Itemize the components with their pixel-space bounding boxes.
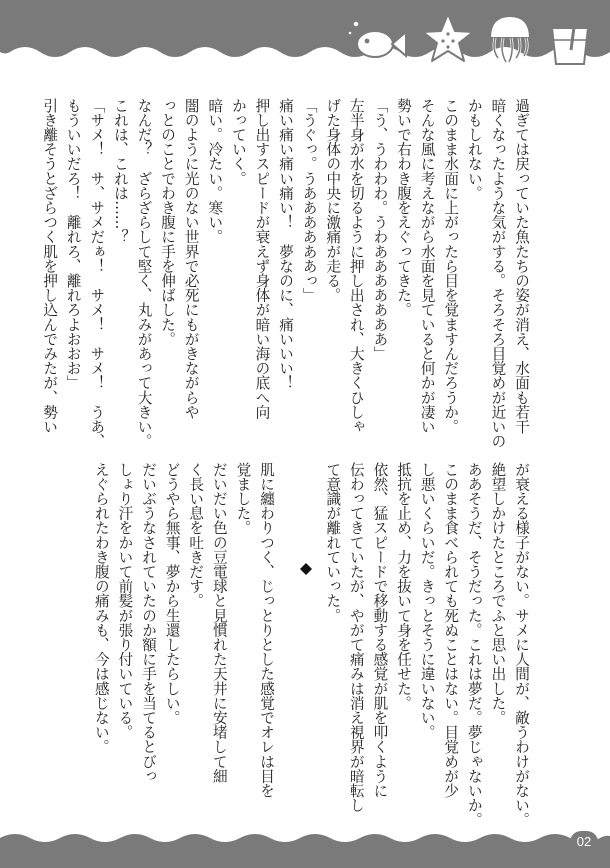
text-line: だいだい色の豆電球と見慣れた天井に安堵して細 [210, 462, 228, 784]
header-wave-decoration [0, 0, 610, 82]
text-line: 覚ました。 [234, 462, 252, 535]
scene-break-divider [300, 562, 312, 574]
diamond-icon [300, 563, 312, 575]
text-line: 痛い痛い痛い痛い！ 夢なのに、痛いいい！ [277, 98, 295, 390]
text-line: 押し出すスピードが衰えず身体が暗い海の底へ向 [253, 98, 271, 420]
text-line: そんな風に考えながら水面を見ていると何かが凄い [418, 98, 436, 434]
text-line: く長い息を吐きだす。 [187, 462, 205, 608]
text-line: 引き離そうとざらつく肌を押し込んでみたが、勢い [41, 98, 59, 434]
text-line: 抵抗を止め、力を抜いて身を任せた。 [395, 462, 413, 711]
text-line: し悪いくらいだ。きっとそうに違いない。 [418, 462, 436, 740]
footer-wave-decoration [0, 808, 610, 868]
text-line: このまま食べられても死ぬことはない。目覚めが少 [442, 462, 460, 798]
text-line: このまま水面に上がったら目を覚ますんだろうか。 [442, 98, 460, 434]
text-line: ああそうだ、そうだった。これは夢だ。夢じゃないか。 [465, 462, 483, 827]
text-line: て意識が離れていった。 [324, 462, 342, 623]
text-line: 依然、猛スピードで移動する感覚が肌を叩くように [371, 462, 389, 798]
text-line: 伝わってきていたが、やがて痛みは消え視界が暗転し [347, 462, 365, 813]
text-line: 過ぎては戻っていた魚たちの姿が消え、水面も若干 [513, 98, 530, 434]
text-line: 肌に纏わりつく、じっとりとした感覚でオレは目を [258, 462, 275, 798]
story-text-bottom-left [78, 462, 278, 827]
text-line: げた身体の中央に激痛が走る。 [324, 98, 342, 303]
text-line: かっていく。 [229, 98, 247, 186]
text-line: かもしれない。 [465, 98, 483, 201]
text-line: どうやら無事、夢から生還したらしい。 [163, 462, 181, 725]
text-line: 絶望しかけたところでふと思い出した。 [489, 462, 507, 725]
text-line: 「うぐっ。うああああああっ」 [300, 98, 318, 303]
jellyfish-icon [490, 16, 530, 62]
text-line: 「う、うわわわ。うわあああああああ」 [371, 98, 389, 361]
text-line: これは、これは……？ [111, 98, 129, 244]
text-line: 左半身が水を切るように押し出され、大きくひしゃ [347, 98, 365, 434]
text-line: もういいだろ！ 離れろ、離れろよおおお」 [64, 98, 82, 390]
text-line: が衰える様子がない。サメに人間が、敵うわけがない。 [513, 462, 530, 827]
text-line: 勢いで右わき腹をえぐってきた。 [395, 98, 413, 317]
text-line: なんだ？ ざらざらして堅く、丸みがあって大きい。 [135, 98, 153, 449]
text-line: 暗い。冷たい。寒い。 [206, 98, 224, 244]
text-line: 暗くなったような気がする。そろそろ目覚めが近いの [489, 98, 507, 449]
text-line: 闇のように光のない世界で必死にもがきながらや [182, 98, 200, 420]
text-line: 「サメ！ サ、サメだぁ！ サメ！ サメ！ うあ、 [88, 98, 106, 449]
text-line: っとのことでわき腹に手を伸ばした。 [159, 98, 177, 347]
page-number-badge: 02 [570, 831, 598, 853]
text-line: しょり汗をかいて前髪が張り付いている。 [116, 462, 134, 740]
story-text-top [41, 98, 533, 449]
text-line: えぐられたわき腹の痛みも、今は感じない。 [92, 462, 110, 754]
text-line: だいぶうなされていたのか額に手を当てるとびっ [140, 462, 158, 784]
story-text-bottom-right [324, 462, 533, 827]
